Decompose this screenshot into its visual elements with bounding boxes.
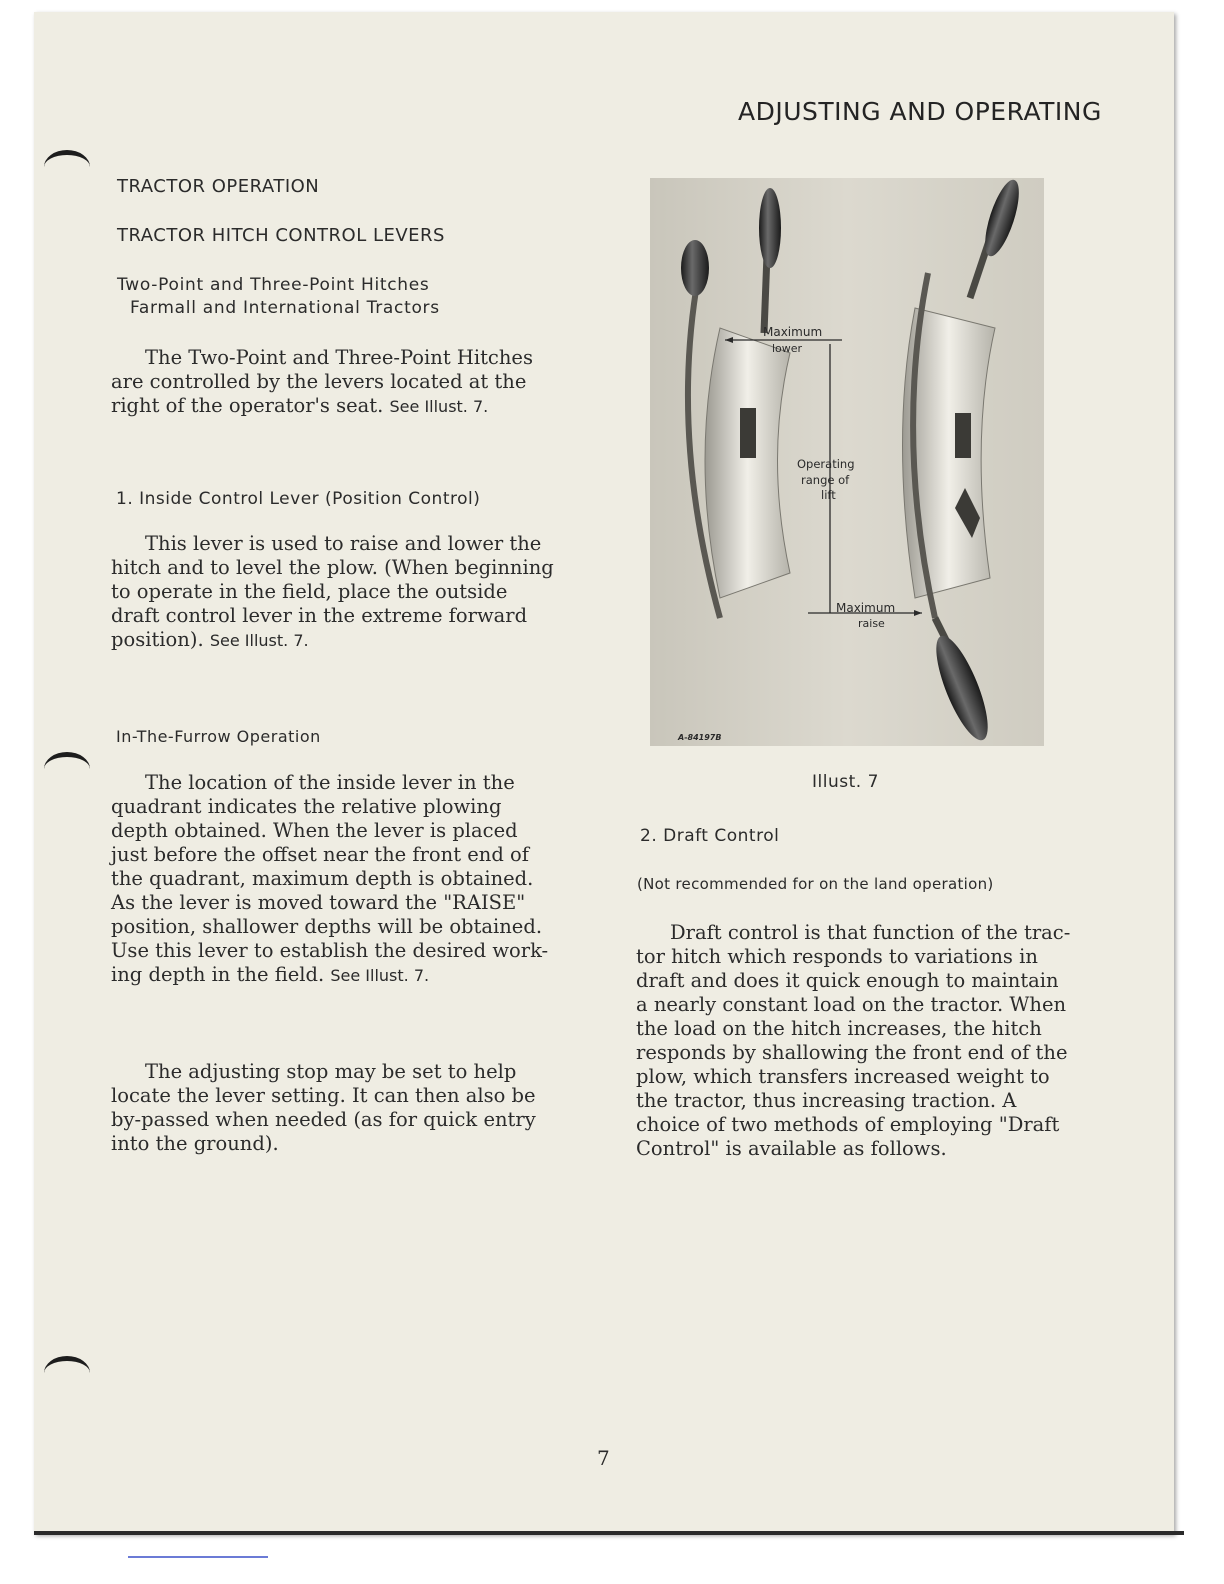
adjusting-stop-paragraph	[111, 1060, 601, 1156]
label-max-raise-1: Maximum	[836, 601, 896, 615]
label-max-raise-2: raise	[858, 617, 885, 630]
furrow-illust-ref: See Illust. 7.	[330, 966, 430, 985]
inside-lever-heading: 1. Inside Control Lever (Position Control)	[116, 489, 481, 509]
underline-mark	[128, 1556, 268, 1558]
illustration-photo	[650, 178, 1044, 746]
intro-text: The Two-Point and Three-Point Hitches are controlled by the levers located at the right of the operator's seat.	[111, 346, 533, 417]
left-quadrant-slot	[740, 408, 756, 458]
adjusting-stop-text: The adjusting stop may be set to help locate the lever setting. It can then also be by-passed when needed (as for quick entry into the ground).	[111, 1060, 536, 1155]
illustration-code: A-84197B	[678, 733, 722, 742]
label-range-1: Operating	[797, 457, 855, 471]
hitch-levers-figure	[650, 178, 1044, 746]
hitch-heading-line2: Farmall and International Tractors	[130, 298, 440, 318]
right-quadrant-slot	[955, 413, 971, 458]
label-range-3: lift	[821, 488, 836, 502]
draft-control-heading: 2. Draft Control	[640, 826, 780, 846]
label-max-lower-1: Maximum	[763, 325, 823, 339]
inside-lever-text: This lever is used to raise and lower the hitch and to level the plow. (When beginning to operate in the field, place the outside draft control lever in the extreme forward position).	[111, 532, 554, 651]
page-number: 7	[597, 1446, 610, 1470]
intro-paragraph	[111, 346, 591, 419]
draft-control-note: (Not recommended for on the land operation)	[637, 875, 994, 893]
subsection-heading: TRACTOR HITCH CONTROL LEVERS	[117, 225, 445, 246]
inside-lever-knob	[759, 188, 781, 268]
furrow-heading: In-The-Furrow Operation	[116, 727, 321, 746]
binder-hole-middle	[44, 752, 90, 786]
furrow-text: The location of the inside lever in the quadrant indicates the relative plowing depth obtained. When the lever is placed just before the offset near the front end of the quadrant, maximum depth is obtained. As the lever is moved toward the "RAISE" position, shallower depths will be obtained. Use this lever to establish the desired work- ing depth in the field.	[111, 771, 549, 986]
inside-lever-paragraph	[111, 532, 601, 653]
running-head: ADJUSTING AND OPERATING	[738, 97, 1102, 126]
page-edge-line	[34, 1531, 1184, 1535]
left-lever-knob	[681, 240, 709, 296]
illustration-caption: Illust. 7	[812, 772, 879, 792]
binder-hole-top	[44, 150, 90, 184]
left-quadrant	[705, 328, 790, 598]
section-heading: TRACTOR OPERATION	[117, 176, 320, 197]
label-range-2: range of	[801, 473, 850, 487]
furrow-paragraph	[111, 771, 601, 988]
intro-illust-ref: See Illust. 7.	[389, 397, 489, 416]
binder-hole-bottom	[44, 1356, 90, 1390]
label-max-lower-2: lower	[772, 342, 803, 355]
hitch-heading-line1: Two-Point and Three-Point Hitches	[117, 275, 430, 295]
inside-lever-illust-ref: See Illust. 7.	[209, 631, 309, 650]
draft-control-text: Draft control is that function of the trac- tor hitch which responds to variations in draft and does it quick enough to maintain a nearly constant load on the tractor. When the load on the hitch increases, the hitch responds by shallowing the front end of the plow, which transfers increased weight to the tractor, thus increasing traction. A choice of two methods of employing "Draft Control" is available as follows.	[636, 921, 1071, 1160]
draft-control-paragraph	[636, 921, 1116, 1161]
